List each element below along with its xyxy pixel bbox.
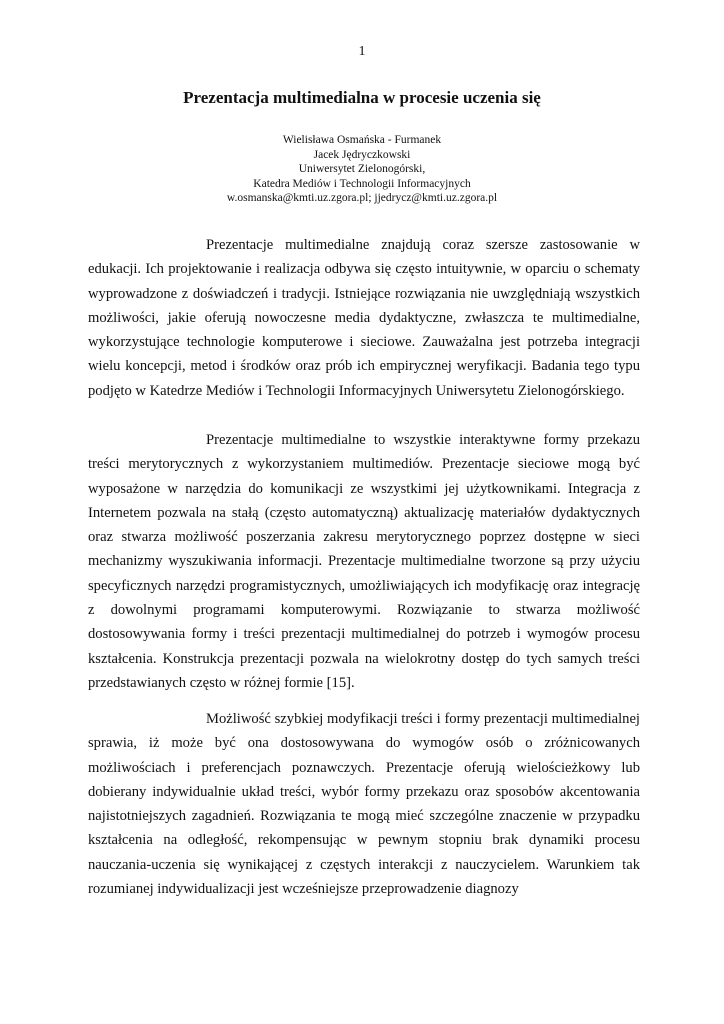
page-number: 1 xyxy=(358,44,366,59)
author-name-2: Jacek Jędryczkowski xyxy=(313,148,411,161)
document-title: Prezentacja multimedialna w procesie uczenia się xyxy=(183,88,541,107)
affiliation-university: Uniwersytet Zielonogórski, xyxy=(298,163,426,175)
paragraph-1: Prezentacje multimedialne znajdują coraz szersze zastosowanie w edukacji. Ich projektowanie i realizacja odbywa się często intuitywnie, w oparciu o schematy wyprowadzone z doświadczeń i tradycji. Istniejące rozwiązania nie uwzględniają wszystkich możliwości, jakie oferują nowoczesne media dydaktyczne, zwłaszcza te multimedialne, wykorzystujące technologie komputerowe i sieciowe. Zauważalna jest potrzeba integracji wielu koncepcji, metod i środków oraz prób ich empirycznej weryfikacji. Badania tego typu podjęto w Katedrze Mediów i Technologii Informacyjnych Uniwersytetu Zielonogórskiego. xyxy=(88,237,640,399)
affiliation-department: Katedra Mediów i Technologii Informacyjnych xyxy=(253,177,471,190)
paragraph-3: Możliwość szybkiej modyfikacji treści i formy prezentacji multimedialnej sprawia, iż może być ona dostosowywana do wymogów osób o zróżnicowanych możliwościach i preferencjach poznawczych. Prezentacje oferują wielościeżkowy lub dobierany indywidualnie układ treści, wybór formy przekazu oraz sposobów akcentowania najistotniejszych zagadnień. Rozwiązania te mogą mieć szczególne znaczenie w przypadku kształcenia na odległość, rekompensując w pewnym stopniu brak dynamiki procesu nauczania-uczenia się wynikającej z częstych interakcji z nauczycielem. Warunkiem tak rozumianej indywidualizacji jest wcześniejsze przeprowadzenie diagnozy xyxy=(88,711,640,898)
author-emails: w.osmanska@kmti.uz.zgora.pl; jjedrycz@kmti.uz.zgora.pl xyxy=(226,192,498,204)
paragraph-2: Prezentacje multimedialne to wszystkie interaktywne formy przekazu treści merytorycznych z wykorzystaniem multimediów. Prezentacje sieciowe mogą być wyposażone w narzędzia do komunikacji ze wszystkimi jej użytkownikami. Integracja z Internetem pozwala na stałą (często automatyczną) aktualizację materiałów dydaktycznych oraz stwarza możliwość poszerzania zakresu merytorycznego poprzez dostępne w sieci mechanizmy wyszukiwania informacji. Prezentacje multimedialne tworzone są przy użyciu specyficznych narzędzi programistycznych, umożliwiających ich modyfikację oraz integrację z dowolnymi programami komputerowymi. Rozwiązanie to stwarza możliwość dostosowywania formy i treści prezentacji multimedialnej do potrzeb i wymogów procesu kształcenia. Konstrukcja prezentacji pozwala na wielokrotny dostęp do tych samych treści przedstawianych często w różnej formie [15]. xyxy=(88,432,640,691)
author-name-1: Wielisława Osmańska - Furmanek xyxy=(282,134,442,146)
author-block xyxy=(0,133,724,206)
